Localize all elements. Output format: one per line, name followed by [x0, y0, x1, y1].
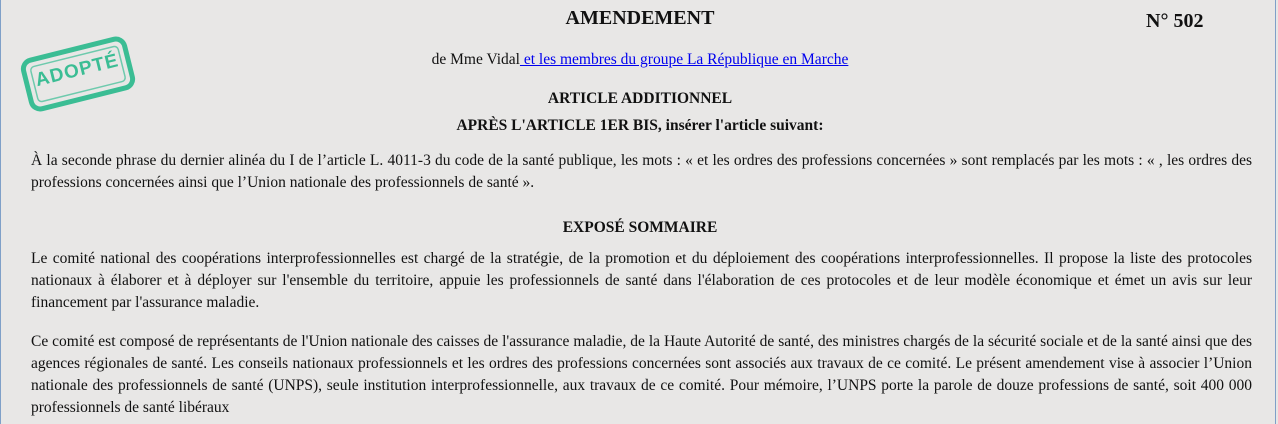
amendment-number: N° 502 [1146, 10, 1204, 32]
authors-line [1, 51, 1278, 69]
amendment-title: AMENDEMENT [565, 7, 715, 29]
author-name: de Mme Vidal [431, 51, 520, 68]
expose-paragraph: Ce comité est composé de représentants de l'Union nationale des caisses de l'assurance maladie, de la Haute Autorité de santé, des ministres chargés de la sécurité sociale et de la santé ainsi que des agences régionales de santé. Les conseils nationaux professionnels et les ordres des professions concernées sont associés aux travaux de ce comité. Le présent amendement vise à associer l’Union nationale des professionnels de santé (UNPS), seule institution interprofessionnelle, aux travaux de ce comité. Pour mémoire, l’UNPS porte la parole de douze professions de santé, soit 400 000 professionnels de santé libéraux [31, 333, 1252, 416]
group-link[interactable]: et les membres du groupe La République en Marche [519, 51, 849, 68]
stamp-label: ADOPTÉ [33, 50, 122, 92]
expose-paragraph: Le comité national des coopérations interprofessionnelles est chargé de la stratégie, de la promotion et du déploiement des coopérations interprofessionnelles. Il propose la liste des protocoles nationaux à élaborer et à déployer sur l'ensemble du territoire, appuie les professionnels de santé dans l'élaboration de ces protocoles et de leur modèle économique et émet un avis sur leur financement par l'assurance maladie. [31, 250, 1252, 311]
expose-heading: EXPOSÉ SOMMAIRE [562, 219, 718, 236]
article-heading: ARTICLE ADDITIONNEL [547, 90, 733, 107]
article-body: À la seconde phrase du dernier alinéa du I de l’article L. 4011-3 du code de la santé publique, les mots : « et les ordres des professions concernées » sont remplacés par les mots : « , les ordres des professions concernées ainsi que l’Union nationale des professionnels de santé ». [31, 152, 1252, 191]
article-subheading: APRÈS L'ARTICLE 1ER BIS, insérer l'article suivant: [456, 117, 824, 134]
